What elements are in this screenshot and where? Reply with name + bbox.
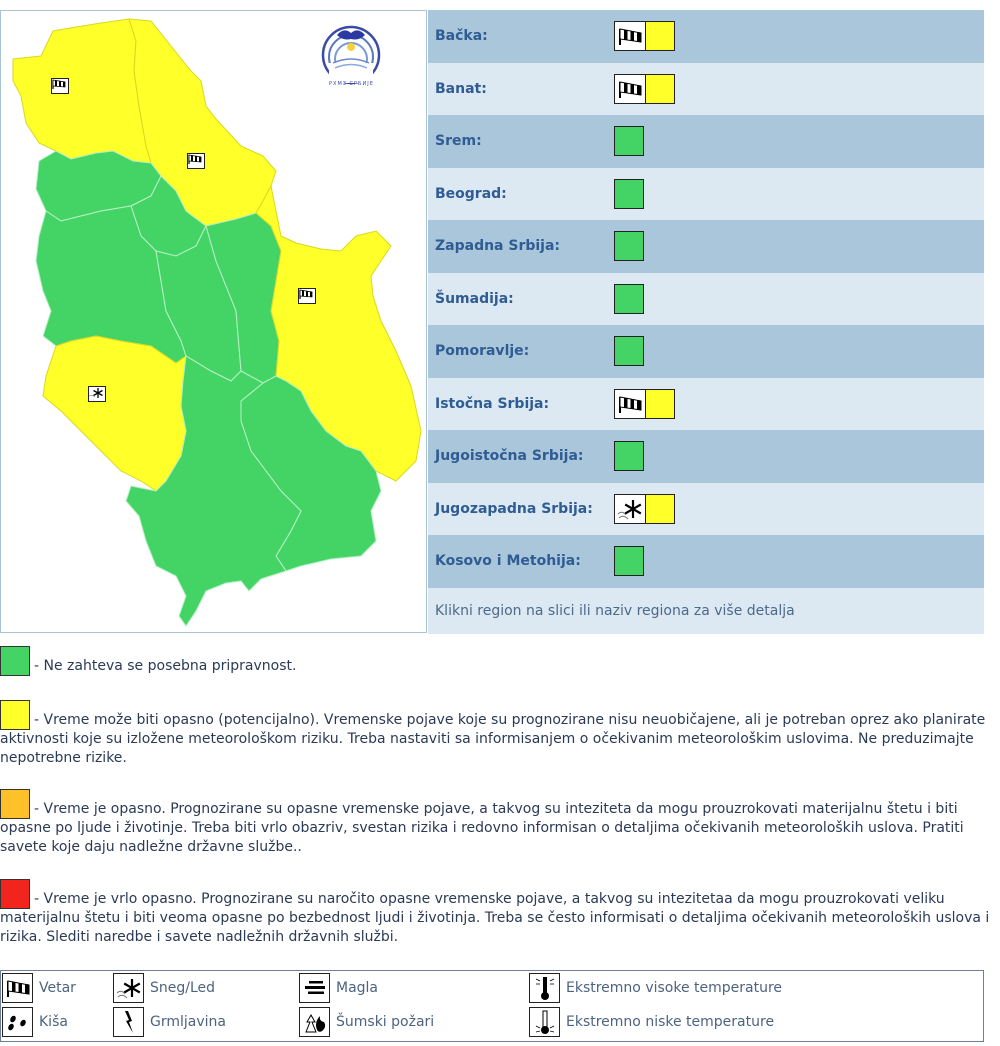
legend-orange-text: - Vreme je opasno. Prognozirane su opasne vremenske pojave, a takvog su inteziteta da mogu prouzrokovati materijalnu štetu i biti opasne po ljude i životinje. Treba biti vrlo obazriv, svestan rizika i redovno informisan o detaljima očekivanih meteoroloških uslova. Pratiti savete koje daju nadležne državne službe..	[0, 801, 964, 855]
region-row-backa[interactable]	[428, 10, 984, 63]
warning-status	[614, 74, 675, 104]
wind-icon	[614, 74, 645, 104]
legend-wind: Vetar	[2, 973, 76, 1003]
level-yellow-square	[645, 389, 675, 419]
snow-ice-icon	[89, 387, 103, 399]
map-region-backa[interactable]	[13, 19, 151, 163]
region-row-pomoravlje[interactable]	[428, 325, 984, 378]
lightning-icon	[113, 1007, 144, 1037]
region-label[interactable]: Kosovo i Metohija:	[435, 553, 581, 570]
region-label[interactable]: Šumadija:	[435, 290, 514, 307]
warning-status	[614, 441, 644, 471]
table-footer-hint	[428, 588, 984, 634]
legend-fog: Magla	[299, 973, 378, 1003]
wind-icon	[299, 289, 313, 299]
region-label[interactable]: Istočna Srbija:	[435, 395, 550, 412]
legend-green	[0, 646, 990, 676]
warning-status	[614, 389, 675, 419]
level-green-square	[614, 546, 644, 576]
region-row-istocna-srbija[interactable]	[428, 378, 984, 431]
region-row-kosovo-i-metohija[interactable]	[428, 535, 984, 588]
warning-status	[614, 336, 644, 366]
level-yellow-square	[645, 74, 675, 104]
legend-green-text: - Ne zahteva se posebna pripravnost.	[34, 658, 297, 674]
snow-ice-icon	[113, 973, 144, 1003]
region-label[interactable]: Jugoistočna Srbija:	[435, 448, 584, 465]
level-green-square	[614, 336, 644, 366]
legend-heat: Ekstremno visoke temperature	[529, 973, 782, 1003]
rain-icon	[2, 1007, 33, 1037]
legend-red-text: - Vreme je vrlo opasno. Prognozirane su naročito opasne vremenske pojave, a takvog su intezitetaa da mogu prouzrokovati veliku materijalnu štetu i biti veoma opasne po bezbednost ljudi i životinja. Treba se često informisati o detaljima očekivanih meteoroloških uslova i rizika. Slediti naredbe i savete nadležnih državnih službi.	[0, 891, 990, 945]
map-icon-backa-wind[interactable]	[51, 78, 69, 94]
warning-status	[614, 126, 644, 156]
region-label[interactable]: Srem:	[435, 133, 482, 150]
map-icon-banat-wind[interactable]	[187, 153, 205, 169]
logo-caption: РХМЗ СРБИЈЕ	[329, 81, 374, 87]
legend-cold: Ekstremno niske temperature	[529, 1007, 774, 1037]
level-yellow-square	[645, 21, 675, 51]
legend-rain: Kiša	[2, 1007, 68, 1037]
region-row-sumadija[interactable]	[428, 273, 984, 326]
hint-text: Klikni region na slici ili naziv regiona za više detalja	[435, 602, 795, 619]
fog-icon	[299, 973, 330, 1003]
legend-red	[0, 879, 990, 947]
level-green-square	[614, 231, 644, 261]
warning-status	[614, 494, 675, 524]
icon-legend	[0, 970, 984, 1042]
wind-icon	[614, 389, 645, 419]
yellow-swatch	[0, 700, 30, 730]
level-green-square	[614, 284, 644, 314]
snow-ice-icon	[614, 494, 645, 524]
orange-swatch	[0, 789, 30, 819]
warning-status	[614, 231, 644, 261]
warning-status	[614, 179, 644, 209]
serbia-map	[1, 11, 428, 634]
region-row-zapadna-srbija[interactable]	[428, 220, 984, 273]
region-row-jugozapadna-srbija[interactable]	[428, 483, 984, 536]
region-row-banat[interactable]	[428, 63, 984, 116]
legend-fire: Šumski požari	[299, 1007, 434, 1037]
thermometer-hot-icon	[529, 973, 560, 1003]
red-swatch	[0, 879, 30, 909]
thermometer-cold-icon	[529, 1007, 560, 1037]
legend-yellow	[0, 700, 990, 768]
region-label[interactable]: Beograd:	[435, 185, 507, 202]
warning-status	[614, 21, 675, 51]
green-swatch	[0, 646, 30, 676]
wind-icon	[52, 79, 66, 89]
rhmz-logo	[319, 25, 383, 89]
warning-status	[614, 284, 644, 314]
legend-snow: Sneg/Led	[113, 973, 215, 1003]
wind-icon	[2, 973, 33, 1003]
level-yellow-square	[645, 494, 675, 524]
level-green-square	[614, 441, 644, 471]
map-icon-istocna-srbija-wind[interactable]	[298, 288, 316, 304]
region-label[interactable]: Banat:	[435, 80, 487, 97]
region-label[interactable]: Zapadna Srbija:	[435, 238, 561, 255]
region-row-jugoistocna-srbija[interactable]	[428, 430, 984, 483]
legend-yellow-text: - Vreme može biti opasno (potencijalno). Vremenske pojave koje su prognozirane nisu neuobičajene, ali je potreban oprez ako planirate aktivnosti koje su izložene meteorološkom riziku. Treba nastaviti sa informisanjem o očekivanim meteorološkim uslovima. Ne preduzimajte nepotrebne rizike.	[0, 712, 986, 766]
warning-status	[614, 546, 644, 576]
forest-fire-icon	[299, 1007, 330, 1037]
level-green-square	[614, 179, 644, 209]
wind-icon	[614, 21, 645, 51]
wind-icon	[188, 154, 202, 164]
region-row-beograd[interactable]	[428, 168, 984, 221]
region-row-srem[interactable]	[428, 115, 984, 168]
map-icon-jugozapadna-srbija-snow[interactable]	[88, 386, 106, 402]
legend-orange	[0, 789, 990, 857]
map-region-jugozapadna-srbija[interactable]	[43, 336, 186, 491]
region-label[interactable]: Jugozapadna Srbija:	[435, 500, 593, 517]
region-label[interactable]: Bačka:	[435, 28, 488, 45]
region-label[interactable]: Pomoravlje:	[435, 343, 530, 360]
warning-map	[0, 10, 427, 633]
legend-thunder: Grmljavina	[113, 1007, 226, 1037]
region-status-table	[428, 10, 984, 634]
level-green-square	[614, 126, 644, 156]
